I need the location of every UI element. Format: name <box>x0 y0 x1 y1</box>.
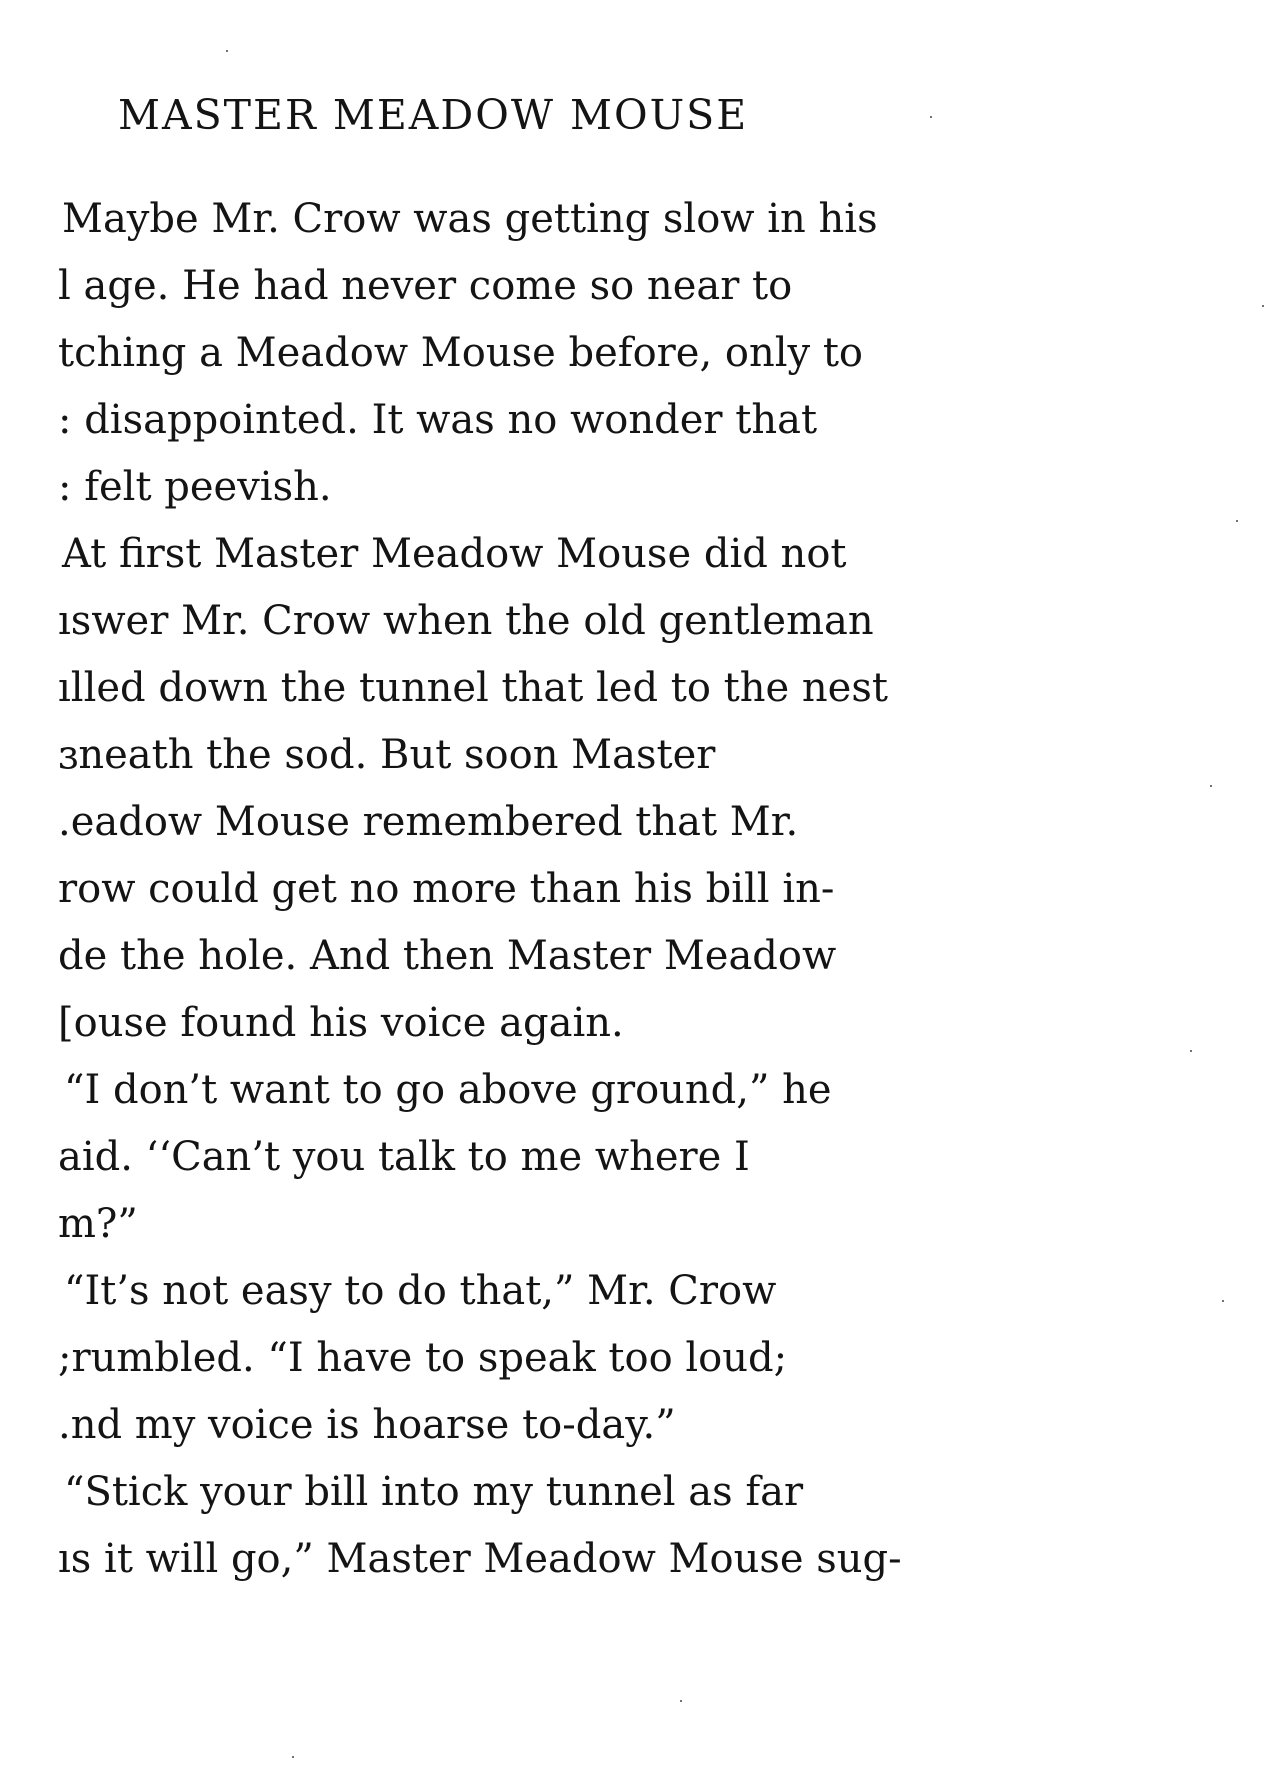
text-line: “I don’t want to go above ground,” he <box>64 1067 832 1113</box>
text-line: ɜneath the sod. But soon Master <box>58 732 716 778</box>
scan-speck <box>292 1756 294 1758</box>
text-line: ılled down the tunnel that led to the nest <box>58 665 888 711</box>
body-text <box>58 186 968 1593</box>
text-line: : disappointed. It was no wonder that <box>58 397 818 443</box>
scan-speck <box>1222 1300 1224 1302</box>
scan-speck <box>226 50 228 52</box>
running-head: MASTER MEADOW MOUSE <box>118 91 749 139</box>
text-line: de the hole. And then Master Meadow <box>58 933 837 979</box>
text-line: “Stick your bill into my tunnel as far <box>64 1469 804 1515</box>
text-line: “It’s not easy to do that,” Mr. Crow <box>64 1268 777 1314</box>
scan-speck <box>1262 305 1264 307</box>
scan-speck <box>1236 520 1238 522</box>
text-line: m?” <box>58 1201 138 1247</box>
scan-speck <box>1210 785 1212 787</box>
scan-speck <box>930 116 932 118</box>
text-line: row could get no more than his bill in- <box>58 866 835 912</box>
text-line: [ouse found his voice again. <box>58 1000 624 1046</box>
text-line: ıswer Mr. Crow when the old gentleman <box>58 598 874 644</box>
text-line: ıs it will go,” Master Meadow Mouse sug- <box>58 1536 902 1582</box>
text-line: .nd my voice is hoarse to-day.” <box>58 1402 676 1448</box>
text-line: tching a Meadow Mouse before, only to <box>58 330 863 376</box>
text-line: Maybe Mr. Crow was getting slow in his <box>62 196 878 242</box>
text-line: ;rumbled. “I have to speak too loud; <box>58 1335 788 1381</box>
scan-speck <box>680 1700 682 1702</box>
text-line: aid. ‘‘Can’t you talk to me where I <box>58 1134 750 1180</box>
text-line: At first Master Meadow Mouse did not <box>62 531 847 577</box>
text-line: l age. He had never come so near to <box>58 263 793 309</box>
text-line: : felt peevish. <box>58 464 332 510</box>
scan-speck <box>1190 1050 1192 1052</box>
text-line: .eadow Mouse remembered that Mr. <box>58 799 799 845</box>
